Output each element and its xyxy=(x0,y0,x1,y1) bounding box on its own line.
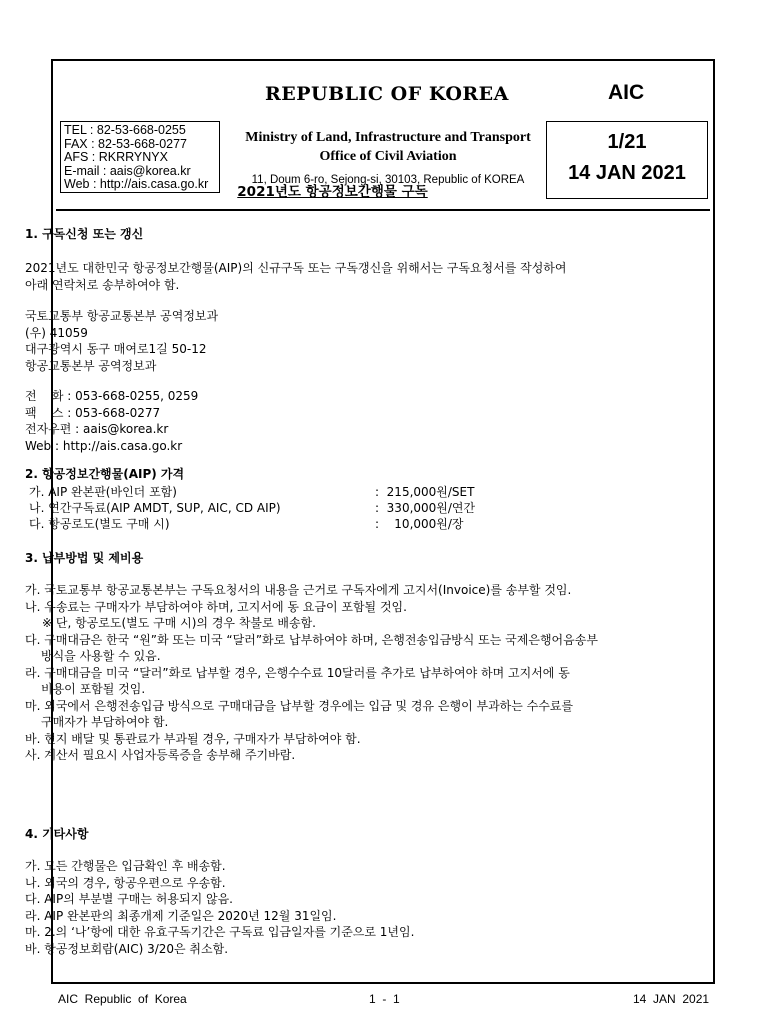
section-4-heading: 4. 기타사항 xyxy=(25,827,89,841)
header-divider xyxy=(56,209,710,211)
price-item: 다. 항공로도(별도 구매 시) xyxy=(29,517,170,531)
price-item: 가. AIP 완본판(바인더 포함) xyxy=(29,485,177,499)
misc-item: 가. 모든 간행물은 입금확인 후 배송함. xyxy=(25,859,226,873)
mailing-address xyxy=(25,308,643,374)
footer-publication: AIC Republic of Korea xyxy=(58,992,187,1006)
payment-item: 라. 구매대금을 미국 “달러”화로 납부할 경우, 은행수수료 10달러를 추가로 납부하여야 하며 고지서에 동 xyxy=(25,665,570,680)
contact-afs: AFS : RKRRYNYX xyxy=(64,150,168,165)
payment-item: 다. 구매대금은 한국 “원”화 또는 미국 “달러”화로 납부하여야 하며, 은행전송입금방식 또는 국제은행어음송부 xyxy=(25,632,598,647)
contact-box xyxy=(60,121,220,193)
contact-email-kr: 전자우편 : aais@korea.kr xyxy=(25,422,169,436)
issuing-authority xyxy=(231,128,545,166)
section-2-heading: 2. 항공정보간행물(AIP) 가격 xyxy=(25,467,185,481)
payment-item: 바. 현지 배달 및 통관료가 부과될 경우, 구매자가 부담하여야 함. xyxy=(25,731,361,746)
payment-item-continued: 비용이 포함될 것임. xyxy=(41,682,146,696)
country-title: REPUBLIC OF KOREA xyxy=(265,83,509,105)
price-value: : 215,000원/SET xyxy=(375,485,475,499)
price-item: 나. 연간구독료(AIP AMDT, SUP, AIC, CD AIP) xyxy=(29,501,281,515)
misc-item: 다. AIP의 부분별 구매는 허용되지 않음. xyxy=(25,892,233,906)
address-line: (우) 41059 xyxy=(25,325,88,340)
aic-date: 14 JAN 2021 xyxy=(568,162,686,184)
footer-page-number: 1 - 1 xyxy=(369,992,400,1006)
footer-date: 14 JAN 2021 xyxy=(633,992,710,1006)
address-line: 항공교통본부 공역정보과 xyxy=(25,358,157,373)
price-row xyxy=(25,484,643,500)
intro-line: 아래 연락처로 송부하여야 함. xyxy=(25,277,180,292)
section-1-heading: 1. 구독신청 또는 갱신 xyxy=(25,227,144,241)
contact-fax: FAX : 82-53-668-0277 xyxy=(64,136,187,151)
intro-line: 2021년도 대한민국 항공정보간행물(AIP)의 신규구독 또는 구독갱신을 위해서는 구독요청서를 작성하여 xyxy=(25,261,567,275)
authority-address: 11, Doum 6-ro, Sejong-si, 30103, Republic of KOREA xyxy=(251,174,525,186)
ministry-name: Ministry of Land, Infrastructure and Transport xyxy=(245,130,531,145)
misc-item: 바. 항공정보회람(AIC) 3/20은 취소함. xyxy=(25,941,229,956)
payment-items xyxy=(25,582,643,764)
price-value: : 330,000원/연간 xyxy=(375,501,476,515)
document-title: 2021년도 항공정보간행물 구독 xyxy=(237,184,428,200)
price-row xyxy=(25,500,643,516)
payment-item: 마. 외국에서 은행전송입금 방식으로 구매대금을 납부할 경우에는 입금 및 경유 은행이 부과하는 수수료를 xyxy=(25,698,574,713)
contact-phone: 전 화 : 053-668-0255, 0259 xyxy=(25,389,199,403)
publication-code: AIC xyxy=(608,81,645,104)
payment-item-continued: 방식을 사용할 수 있음. xyxy=(41,649,161,663)
contact-fax-kr: 팩 스 : 053-668-0277 xyxy=(25,405,161,420)
payment-item: 가. 국토교통부 항공교통본부는 구독요청서의 내용을 근거로 구독자에게 고지서(Invoice)를 송부할 것임. xyxy=(25,583,572,597)
address-line: 대구광역시 동구 매여로1길 50-12 xyxy=(25,342,207,356)
section-1-intro xyxy=(25,260,643,293)
aic-number: 1/21 xyxy=(607,131,647,153)
contact-web: Web : http://ais.casa.go.kr xyxy=(64,177,209,192)
misc-item: 마. 2.의 ‘나’항에 대한 유효구독기간은 구독료 입금일자를 기준으로 1년임. xyxy=(25,925,415,939)
contact-tel: TEL : 82-53-668-0255 xyxy=(64,123,186,137)
address-line: 국토교통부 항공교통본부 공역정보과 xyxy=(25,309,219,323)
price-value: : 10,000원/장 xyxy=(375,517,464,531)
payment-item: 나. 우송료는 구매자가 부담하여야 하며, 고지서에 동 요금이 포함될 것임. xyxy=(25,599,407,614)
price-row xyxy=(25,516,643,532)
misc-item: 나. 외국의 경우, 항공우편으로 우송함. xyxy=(25,875,226,890)
payment-note: ※ 단, 항공로도(별도 구매 시)의 경우 착불로 배송함. xyxy=(42,616,316,630)
office-name: Office of Civil Aviation xyxy=(319,149,457,164)
misc-items xyxy=(25,858,643,957)
misc-item: 라. AIP 완본판의 최종개제 기준일은 2020년 12월 31일임. xyxy=(25,908,337,923)
price-list xyxy=(25,484,643,532)
contact-web-kr: Web : http://ais.casa.go.kr xyxy=(25,438,183,453)
contact-details xyxy=(25,388,643,454)
section-3-heading: 3. 납부방법 및 제비용 xyxy=(25,551,144,565)
payment-item-continued: 구매자가 부담하여야 함. xyxy=(41,715,169,729)
contact-email: E-mail : aais@korea.kr xyxy=(64,163,191,178)
payment-item: 사. 계산서 필요시 사업자등록증을 송부해 주기바람. xyxy=(25,748,296,762)
